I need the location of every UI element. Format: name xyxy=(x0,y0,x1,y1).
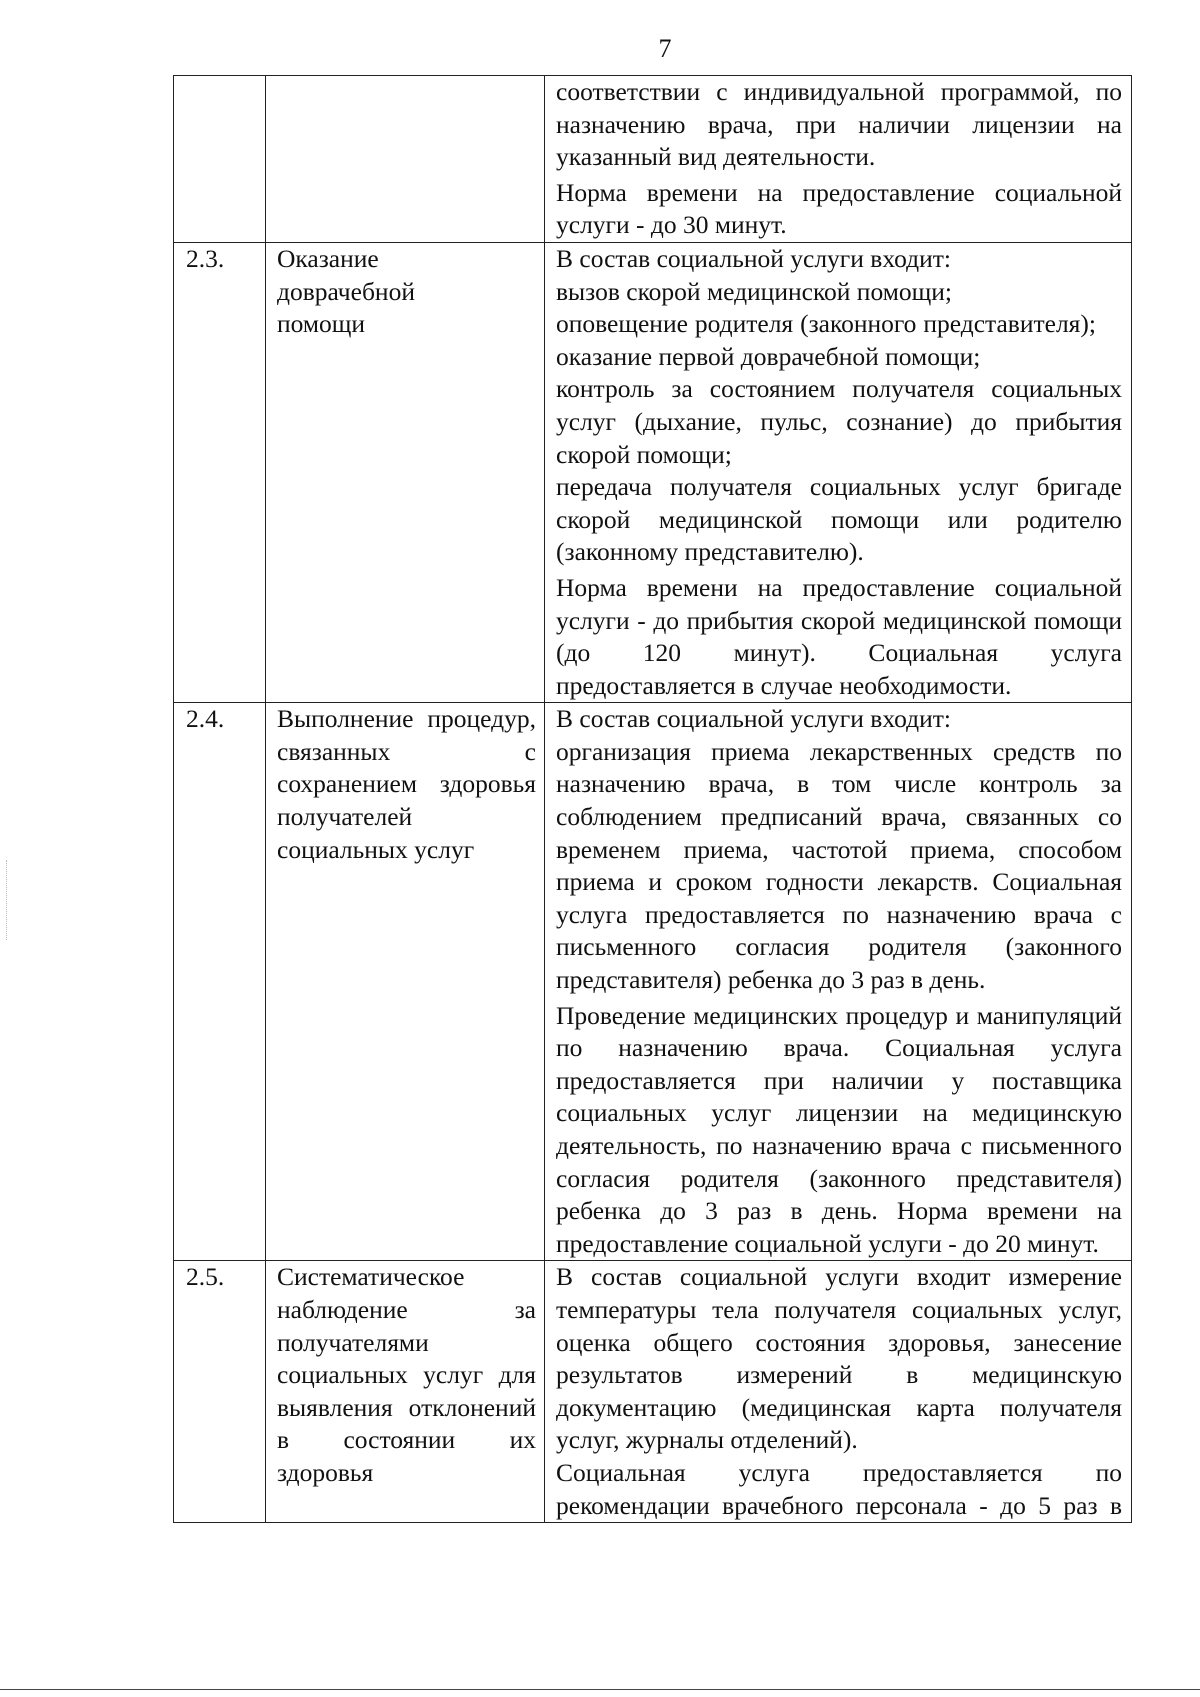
description-paragraph: передача получателя социальных услуг бригаде скорой медицинской помощи или родителю (законному представителю). xyxy=(556,472,1122,567)
description-paragraph: Норма времени на предоставление социальной услуги - до прибытия скорой медицинской помощи (до 120 минут). Социальная услуга предоставляется в случае необходимости. xyxy=(556,572,1122,700)
service-description xyxy=(545,76,1132,243)
service-name xyxy=(266,242,545,702)
services-table xyxy=(173,75,1132,1523)
description-paragraph: Норма времени на предоставление социальной услуги - до 30 минут. xyxy=(556,177,1122,240)
description-paragraph: В состав социальной услуги входит измерение температуры тела получателя социальных услуг, оценка общего состояния здоровья, занесение результатов измерений в медицинскую документацию (медицинская карта получателя услуг, журналы отделений). xyxy=(556,1262,1122,1455)
service-description xyxy=(545,242,1132,702)
description-paragraph: контроль за состоянием получателя социальных услуг (дыхание, пульс, сознание) до прибытия скорой помощи; xyxy=(556,374,1122,469)
scan-margin-mark xyxy=(6,860,9,940)
description-paragraph: соответствии с индивидуальной программой, по назначению врача, при наличии лицензии на указанный вид деятельности. xyxy=(556,77,1122,172)
table-row xyxy=(174,242,1132,702)
table-row xyxy=(174,1261,1132,1523)
service-name xyxy=(266,76,545,243)
description-paragraph: вызов скорой медицинской помощи; xyxy=(556,276,952,306)
table-row xyxy=(174,703,1132,1261)
service-name-text: Выполнение процедур, связанных с сохранением здоровья получателей социальных услуг xyxy=(277,704,536,864)
service-number: 2.4. xyxy=(174,703,266,1261)
description-paragraph: Социальная услуга предоставляется по рекомендации врачебного персонала - до 5 раз в xyxy=(556,1457,1122,1520)
page-bottom-edge xyxy=(0,1689,1200,1690)
description-paragraph: Проведение медицинских процедур и манипуляций по назначению врача. Социальная услуга предоставляется при наличии у поставщика социальных услуг лицензии на медицинскую деятельность, по назначению врача с письменного согласия родителя (законного представителя) ребенка до 3 раз в день. Норма времени на предоставление социальной услуги - до 20 минут. xyxy=(556,1000,1122,1258)
table-row xyxy=(174,76,1132,243)
service-description xyxy=(545,1261,1132,1523)
page-number: 7 xyxy=(658,34,672,63)
description-paragraph: оказание первой доврачебной помощи; xyxy=(556,341,981,371)
description-paragraph: В состав социальной услуги входит: xyxy=(556,243,951,273)
service-number: 2.3. xyxy=(174,242,266,702)
description-paragraph: В состав социальной услуги входит: xyxy=(556,704,951,734)
service-name-text: Оказание доврачебной помощи xyxy=(277,243,415,339)
service-number: 2.5. xyxy=(174,1261,266,1523)
service-name xyxy=(266,1261,545,1523)
description-paragraph: организация приема лекарственных средств по назначению врача, в том числе контроль за соблюдением предписаний врача, связанных со временем приема, частотой приема, способом приема и сроком годности лекарств. Социальная услуга предоставляется по назначению врача с письменного согласия родителя (законного представителя) ребенка до 3 раз в день. xyxy=(556,736,1122,995)
service-description xyxy=(545,703,1132,1261)
description-paragraph: оповещение родителя (законного представителя); xyxy=(556,309,1096,339)
service-number xyxy=(174,76,266,243)
service-name-text: Систематическое наблюдение за получателями социальных услуг для выявления отклонений в состоянии их здоровья xyxy=(277,1262,536,1487)
service-name xyxy=(266,703,545,1261)
